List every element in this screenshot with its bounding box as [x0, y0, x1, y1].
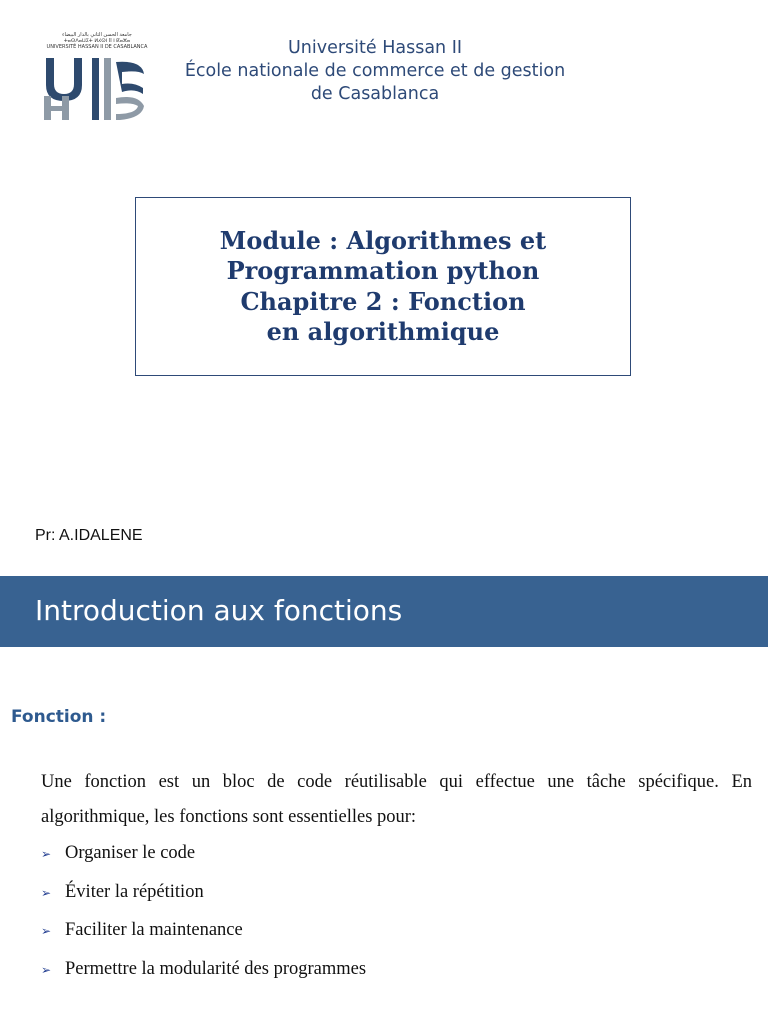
- benefits-list: [41, 838, 366, 992]
- subheading: Fonction :: [11, 707, 107, 727]
- list-item: ➢ Organiser le code: [41, 838, 366, 877]
- arrow-bullet-icon: ➢: [41, 924, 52, 938]
- university-logo: [40, 32, 154, 124]
- uh2-logo-icon: [42, 54, 146, 122]
- list-item: ➢ Faciliter la maintenance: [41, 915, 366, 954]
- list-item: ➢ Permettre la modularité des programmes: [41, 954, 366, 993]
- list-item: ➢ Éviter la répétition: [41, 877, 366, 916]
- arrow-bullet-icon: ➢: [41, 885, 52, 900]
- module-title: Module : Algorithmes et Programmation python Chapitre 2 : Fonction en algorithmique: [219, 225, 547, 346]
- professor-name: Pr: A.IDALENE: [35, 527, 143, 544]
- university-name: Université Hassan II: [287, 38, 463, 58]
- arrow-bullet-icon: ➢: [41, 847, 52, 861]
- school-name-line2: de Casablanca: [310, 84, 440, 104]
- arrow-bullet-icon: ➢: [41, 962, 52, 977]
- section-title: Introduction aux fonctions: [35, 594, 403, 627]
- intro-paragraph: Une fonction est un bloc de code réutilisable qui effectue une tâche spécifique. En algorithmique, les fonctions sont essentielles pour:: [41, 772, 752, 827]
- section-banner: [0, 576, 768, 647]
- module-title-box: [135, 197, 631, 376]
- logo-arabic-text: جامعة الحسن الثاني بالدار البيضاء ⵜⴰⵙⴷⴰⵡⵉⵜ ⵍⵃⵙⵏ II ⵏ ⴽⴰⵣⴰ UNIVERSITÉ HASSAN II DE CASABLANCA: [46, 32, 148, 50]
- school-name-line1: École nationale de commerce et de gestion: [184, 61, 566, 81]
- institution-header: [160, 37, 590, 106]
